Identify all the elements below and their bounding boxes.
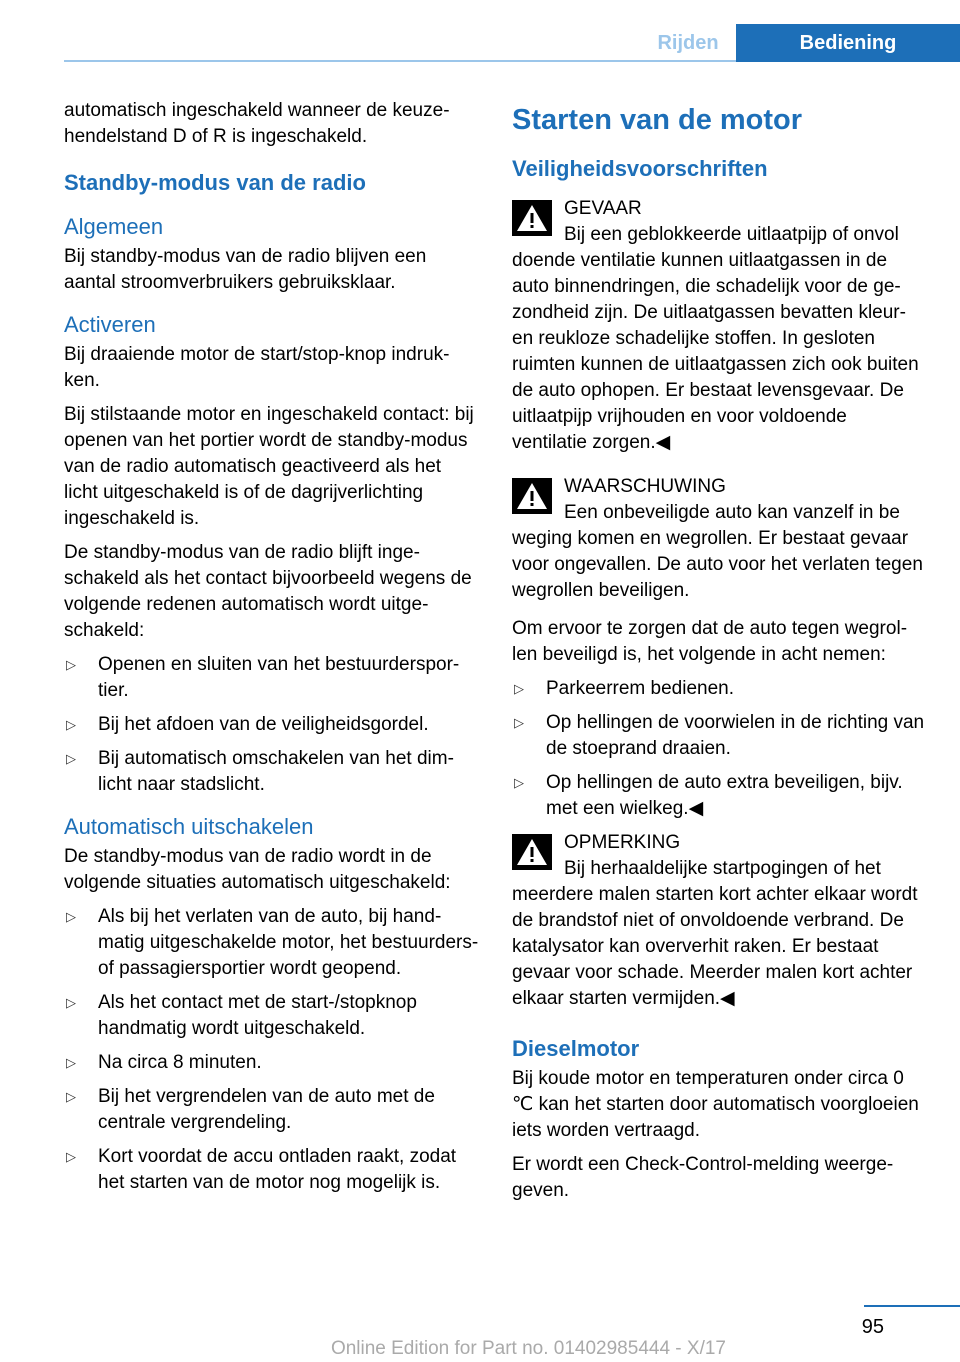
list-item: ▷ Openen en sluiten van het bestuurdersportier. (66, 654, 460, 701)
subheading-uitschakelen: Automatisch uitschakelen (64, 814, 314, 839)
list-item: ▷ Als bij het verlaten van de auto, bij handmatig uitgeschakelde motor, het bestuurders- of passagiersportier wordt geopend. (66, 906, 479, 979)
list-item: ▷ Op hellingen de auto extra beveiligen, bijv. met een wielkeg.◀ (514, 772, 903, 819)
tab-bediening[interactable]: Bediening (736, 24, 960, 62)
tab-rijden[interactable]: Rijden (657, 32, 719, 54)
ervoor-paragraph: Om ervoor te zorgen dat de auto tegen wegrollen beveiligd is, het volgende in acht nemen: (512, 618, 908, 665)
warning-body: weging komen en wegrollen. Er bestaat gevaar voor ongevallen. De auto voor het verlaten tegen wegrollen beveiligen. (512, 528, 923, 601)
warning-label: GEVAAR (564, 198, 642, 219)
triangle-right-icon: ▷ (66, 751, 76, 766)
triangle-right-icon: ▷ (66, 717, 76, 732)
warning-body: meerdere malen starten kort achter elkaar wordt de brandstof niet of onvoldoende verbrand. De katalysator kan oververhit raken. Er bestaat gevaar voor schade. Meerder malen kort achter elkaar starten vermijden.◀ (512, 884, 918, 1009)
list-item: ▷ Bij automatisch omschakelen van het dimlicht naar stadslicht. (66, 748, 454, 795)
warning-label: OPMERKING (564, 832, 681, 853)
subheading-activeren: Activeren (64, 312, 156, 337)
warning-triangle-icon (512, 478, 552, 514)
triangle-right-icon: ▷ (66, 657, 76, 672)
activeren-p2: Bij stilstaande motor en ingeschakeld contact: bij openen van het portier wordt de standby-modus van de radio automatisch geactiveerd als het licht uitgeschakeld is of de dagrijverlichting ingeschakeld is. (64, 404, 474, 529)
triangle-right-icon: ▷ (514, 775, 524, 790)
list-item: ▷ Kort voordat de accu ontladen raakt, zodat het starten van de motor nog mogelijk is. (66, 1146, 457, 1193)
warning-block-waarschuwing (512, 474, 926, 604)
warning-triangle-icon (512, 200, 552, 236)
activeren-p1: Bij draaiende motor de start/stop-knop indrukken. (64, 344, 450, 391)
list-item: ▷ Bij het afdoen van de veiligheidsgordel. (64, 712, 479, 738)
list-item: ▷ Na circa 8 minuten. (64, 1050, 479, 1076)
right-column (512, 98, 926, 1212)
activeren-p3: De standby-modus van de radio blijft ingeschakeld als het contact bijvoorbeeld wegens de volgende redenen automatisch wordt uitgeschakeld: (64, 542, 472, 641)
triangle-right-icon: ▷ (66, 1055, 76, 1070)
list-item: ▷ Als het contact met de start-/stopknop handmatig wordt uitgeschakeld. (66, 992, 417, 1039)
intro-paragraph: automatisch ingeschakeld wanneer de keuzehendelstand D of R is ingeschakeld. (64, 100, 450, 147)
page-title: Starten van de motor (512, 104, 803, 136)
warning-first-line: Bij een geblokkeerde uitlaatpijp of onvol (564, 224, 899, 245)
subheading-algemeen: Algemeen (64, 214, 164, 239)
page-number: 95 (861, 1316, 884, 1338)
warning-triangle-icon (512, 834, 552, 870)
warning-first-line: Een onbeveiligde auto kan vanzelf in be (564, 502, 900, 523)
triangle-right-icon: ▷ (66, 1089, 76, 1104)
left-column (64, 98, 479, 1204)
warning-block-opmerking (512, 830, 926, 1012)
diesel-p1: Bij koude motor en temperaturen onder circa 0 ℃ kan het starten door automatisch voorgloeien iets worden vertraagd. (512, 1068, 919, 1141)
page-header (64, 24, 960, 62)
section-heading-standby: Standby-modus van de radio (64, 170, 366, 195)
section-heading-veiligheid: Veiligheidsvoorschriften (512, 156, 768, 181)
wegrollen-list (512, 676, 926, 822)
edition-note: Online Edition for Part no. 01402985444 - X/17 (330, 1338, 726, 1359)
warning-block-gevaar (512, 196, 926, 456)
list-item: ▷ Op hellingen de voorwielen in de richting van de stoeprand draaien. (514, 712, 925, 759)
diesel-p2: Er wordt een Check-Control-melding weergegeven. (512, 1154, 894, 1201)
section-heading-diesel: Dieselmotor (512, 1036, 640, 1061)
uitschakelen-text: De standby-modus van de radio wordt in de volgende situaties automatisch uitgeschakeld: (64, 846, 451, 893)
triangle-right-icon: ▷ (66, 909, 76, 924)
activeren-list (64, 652, 479, 798)
triangle-right-icon: ▷ (514, 715, 524, 730)
algemeen-text: Bij standby-modus van de radio blijven een aantal stroomverbruikers gebruiksklaar. (64, 246, 427, 293)
list-item: ▷ Parkeerrem bedienen. (512, 676, 926, 702)
warning-label: WAARSCHUWING (564, 476, 726, 497)
triangle-right-icon: ▷ (66, 995, 76, 1010)
header-rule (64, 60, 736, 62)
uitschakelen-list (64, 904, 479, 1196)
warning-first-line: Bij herhaaldelijke startpogingen of het (564, 858, 881, 879)
list-item: ▷ Bij het vergrendelen van de auto met de centrale vergrendeling. (66, 1086, 435, 1133)
triangle-right-icon: ▷ (514, 681, 524, 696)
warning-body: doende ventilatie kunnen uitlaatgassen in de auto binnendringen, die schadelijk voor de gezondheid zijn. De uitlaatgassen bevatten kleur- en reukloze schadelijke stoffen. In gesloten ruimten kunnen de uitlaatgassen zich ook buiten de auto ophopen. Er bestaat levensgevaar. De uitlaatpijp vrijhouden en voor voldoende ventilatie zorgen.◀ (512, 250, 919, 453)
triangle-right-icon: ▷ (66, 1149, 76, 1164)
footer-rule (864, 1305, 960, 1307)
